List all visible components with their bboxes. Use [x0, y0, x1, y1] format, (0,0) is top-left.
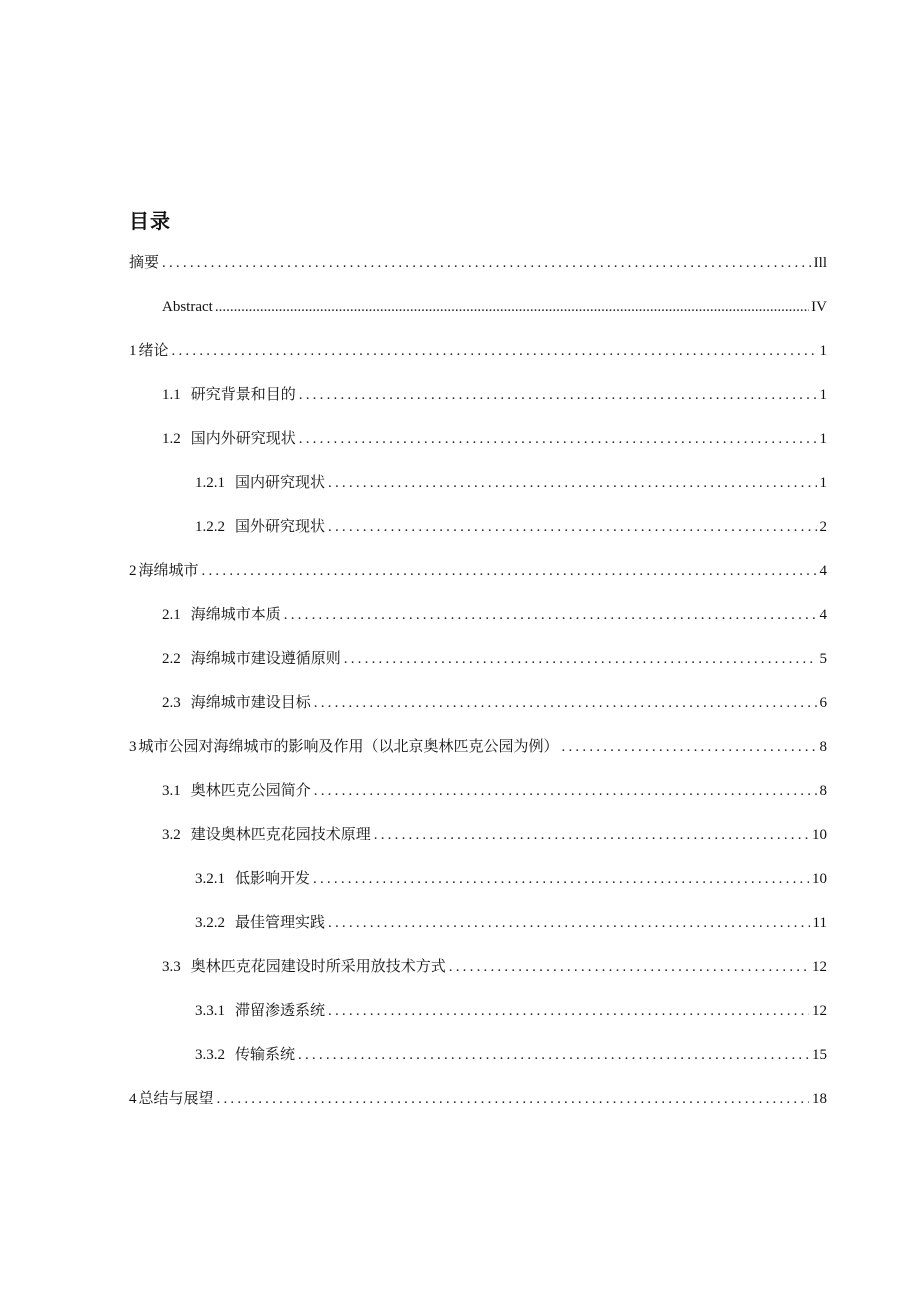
toc-entry-page-number: 12: [812, 1003, 827, 1019]
toc-entry[interactable]: [129, 910, 827, 954]
toc-entry[interactable]: [129, 470, 827, 514]
toc-entry-number: 3: [129, 739, 137, 755]
toc-entry-title: 研究背景和目的: [190, 387, 296, 403]
toc-entry-page-number: 1: [819, 431, 827, 447]
toc-entry-number: 2.1: [162, 607, 181, 623]
toc-dot-leader: [562, 734, 817, 760]
toc-dot-leader: [299, 382, 817, 408]
toc-title: 目录: [129, 209, 171, 233]
toc-entry-title: 海绵城市建设目标: [190, 695, 311, 711]
toc-entry-title: 城市公园对海绵城市的影响及作用（以北京奥林匹克公园为例）: [138, 739, 559, 755]
toc-entry-number: 1: [129, 343, 137, 359]
toc-entry[interactable]: [129, 822, 827, 866]
toc-dot-leader: [374, 822, 809, 848]
toc-entry-page-number: 11: [812, 915, 827, 931]
toc-entry-page-number: 15: [812, 1047, 827, 1063]
toc-entry-number: 3.3.2: [195, 1047, 225, 1063]
toc-entry-title: 总结与展望: [138, 1091, 214, 1107]
toc-entry-number: 2.3: [162, 695, 181, 711]
toc-entry-title: 低影响开发: [235, 871, 311, 887]
toc-entry-page-number: 6: [819, 695, 827, 711]
toc-entry-page-number: 12: [812, 959, 827, 975]
toc-entry-page-number: 10: [812, 827, 827, 843]
toc-entry[interactable]: [129, 294, 827, 338]
toc-entry[interactable]: [129, 690, 827, 734]
toc-entry-page-number: 5: [819, 651, 827, 667]
toc-entry-number: 3.3: [162, 959, 181, 975]
toc-dot-leader: [344, 646, 817, 672]
toc-dot-leader: [314, 778, 817, 804]
toc-dot-leader: [162, 250, 811, 276]
toc-entry-title: 国内研究现状: [235, 475, 326, 491]
toc-dot-leader: [328, 514, 816, 540]
toc-dot-leader: [217, 1086, 809, 1112]
toc-entry-number: 1.2.2: [195, 519, 225, 535]
toc-entry[interactable]: [129, 338, 827, 382]
toc-entry[interactable]: [129, 954, 827, 998]
toc-entry-number: 1.1: [162, 387, 181, 403]
toc-entry-page-number: 1: [819, 387, 827, 403]
toc-entry-title: 海绵城市: [138, 563, 199, 579]
toc-entry-title: 海绵城市本质: [190, 607, 281, 623]
toc-entry-page-number: IV: [811, 299, 827, 315]
toc-entry-page-number: 18: [812, 1091, 827, 1107]
toc-entry-page-number: 1: [819, 343, 827, 359]
toc-entry-title: 国外研究现状: [235, 519, 326, 535]
toc-entry-page-number: 4: [819, 607, 827, 623]
toc-entry[interactable]: [129, 514, 827, 558]
toc-entry-number: 2: [129, 563, 137, 579]
toc-dot-leader: [298, 1042, 809, 1068]
toc-dot-leader: [328, 910, 810, 936]
toc-dot-leader: [215, 294, 809, 320]
toc-entry-page-number: Ill: [813, 255, 827, 271]
toc-entry-title: 传输系统: [235, 1047, 296, 1063]
toc-entry[interactable]: [129, 558, 827, 602]
toc-entry-page-number: 1: [819, 475, 827, 491]
toc-list: [129, 250, 827, 1130]
toc-entry-page-number: 10: [812, 871, 827, 887]
toc-entry[interactable]: [129, 1042, 827, 1086]
toc-dot-leader: [314, 690, 817, 716]
toc-entry-title: 最佳管理实践: [235, 915, 326, 931]
toc-entry[interactable]: [129, 250, 827, 294]
toc-entry-number: 3.2.2: [195, 915, 225, 931]
toc-entry-title: 海绵城市建设遵循原则: [190, 651, 341, 667]
toc-entry-number: 3.3.1: [195, 1003, 225, 1019]
toc-entry[interactable]: [129, 426, 827, 470]
toc-entry[interactable]: [129, 998, 827, 1042]
toc-entry-title: 滞留渗透系统: [235, 1003, 326, 1019]
toc-entry-number: 3.2: [162, 827, 181, 843]
toc-entry-number: 2.2: [162, 651, 181, 667]
toc-entry[interactable]: [129, 734, 827, 778]
toc-entry[interactable]: [129, 866, 827, 910]
toc-dot-leader: [284, 602, 817, 628]
toc-entry-title: 国内外研究现状: [190, 431, 296, 447]
toc-entry-page-number: 2: [819, 519, 827, 535]
toc-entry-title: 奥林匹克花园建设时所采用放技术方式: [190, 959, 446, 975]
toc-entry-title: Abstract: [162, 299, 213, 315]
toc-entry[interactable]: [129, 382, 827, 426]
toc-entry-number: 1.2: [162, 431, 181, 447]
toc-entry[interactable]: [129, 778, 827, 822]
toc-entry-number: 3.1: [162, 783, 181, 799]
toc-dot-leader: [202, 558, 817, 584]
toc-dot-leader: [313, 866, 809, 892]
toc-entry-title: 摘要: [129, 255, 160, 271]
toc-dot-leader: [299, 426, 817, 452]
toc-entry-title: 建设奥林匹克花园技术原理: [190, 827, 371, 843]
toc-entry-number: 4: [129, 1091, 137, 1107]
toc-entry-title: 绪论: [138, 343, 169, 359]
toc-entry[interactable]: [129, 1086, 827, 1130]
toc-entry-number: 3.2.1: [195, 871, 225, 887]
toc-dot-leader: [328, 470, 816, 496]
toc-dot-leader: [172, 338, 817, 364]
toc-entry[interactable]: [129, 646, 827, 690]
toc-entry-page-number: 8: [819, 739, 827, 755]
toc-dot-leader: [328, 998, 809, 1024]
toc-entry-page-number: 4: [819, 563, 827, 579]
toc-entry-page-number: 8: [819, 783, 827, 799]
toc-entry-number: 1.2.1: [195, 475, 225, 491]
toc-entry-title: 奥林匹克公园简介: [190, 783, 311, 799]
toc-dot-leader: [449, 954, 809, 980]
toc-entry[interactable]: [129, 602, 827, 646]
